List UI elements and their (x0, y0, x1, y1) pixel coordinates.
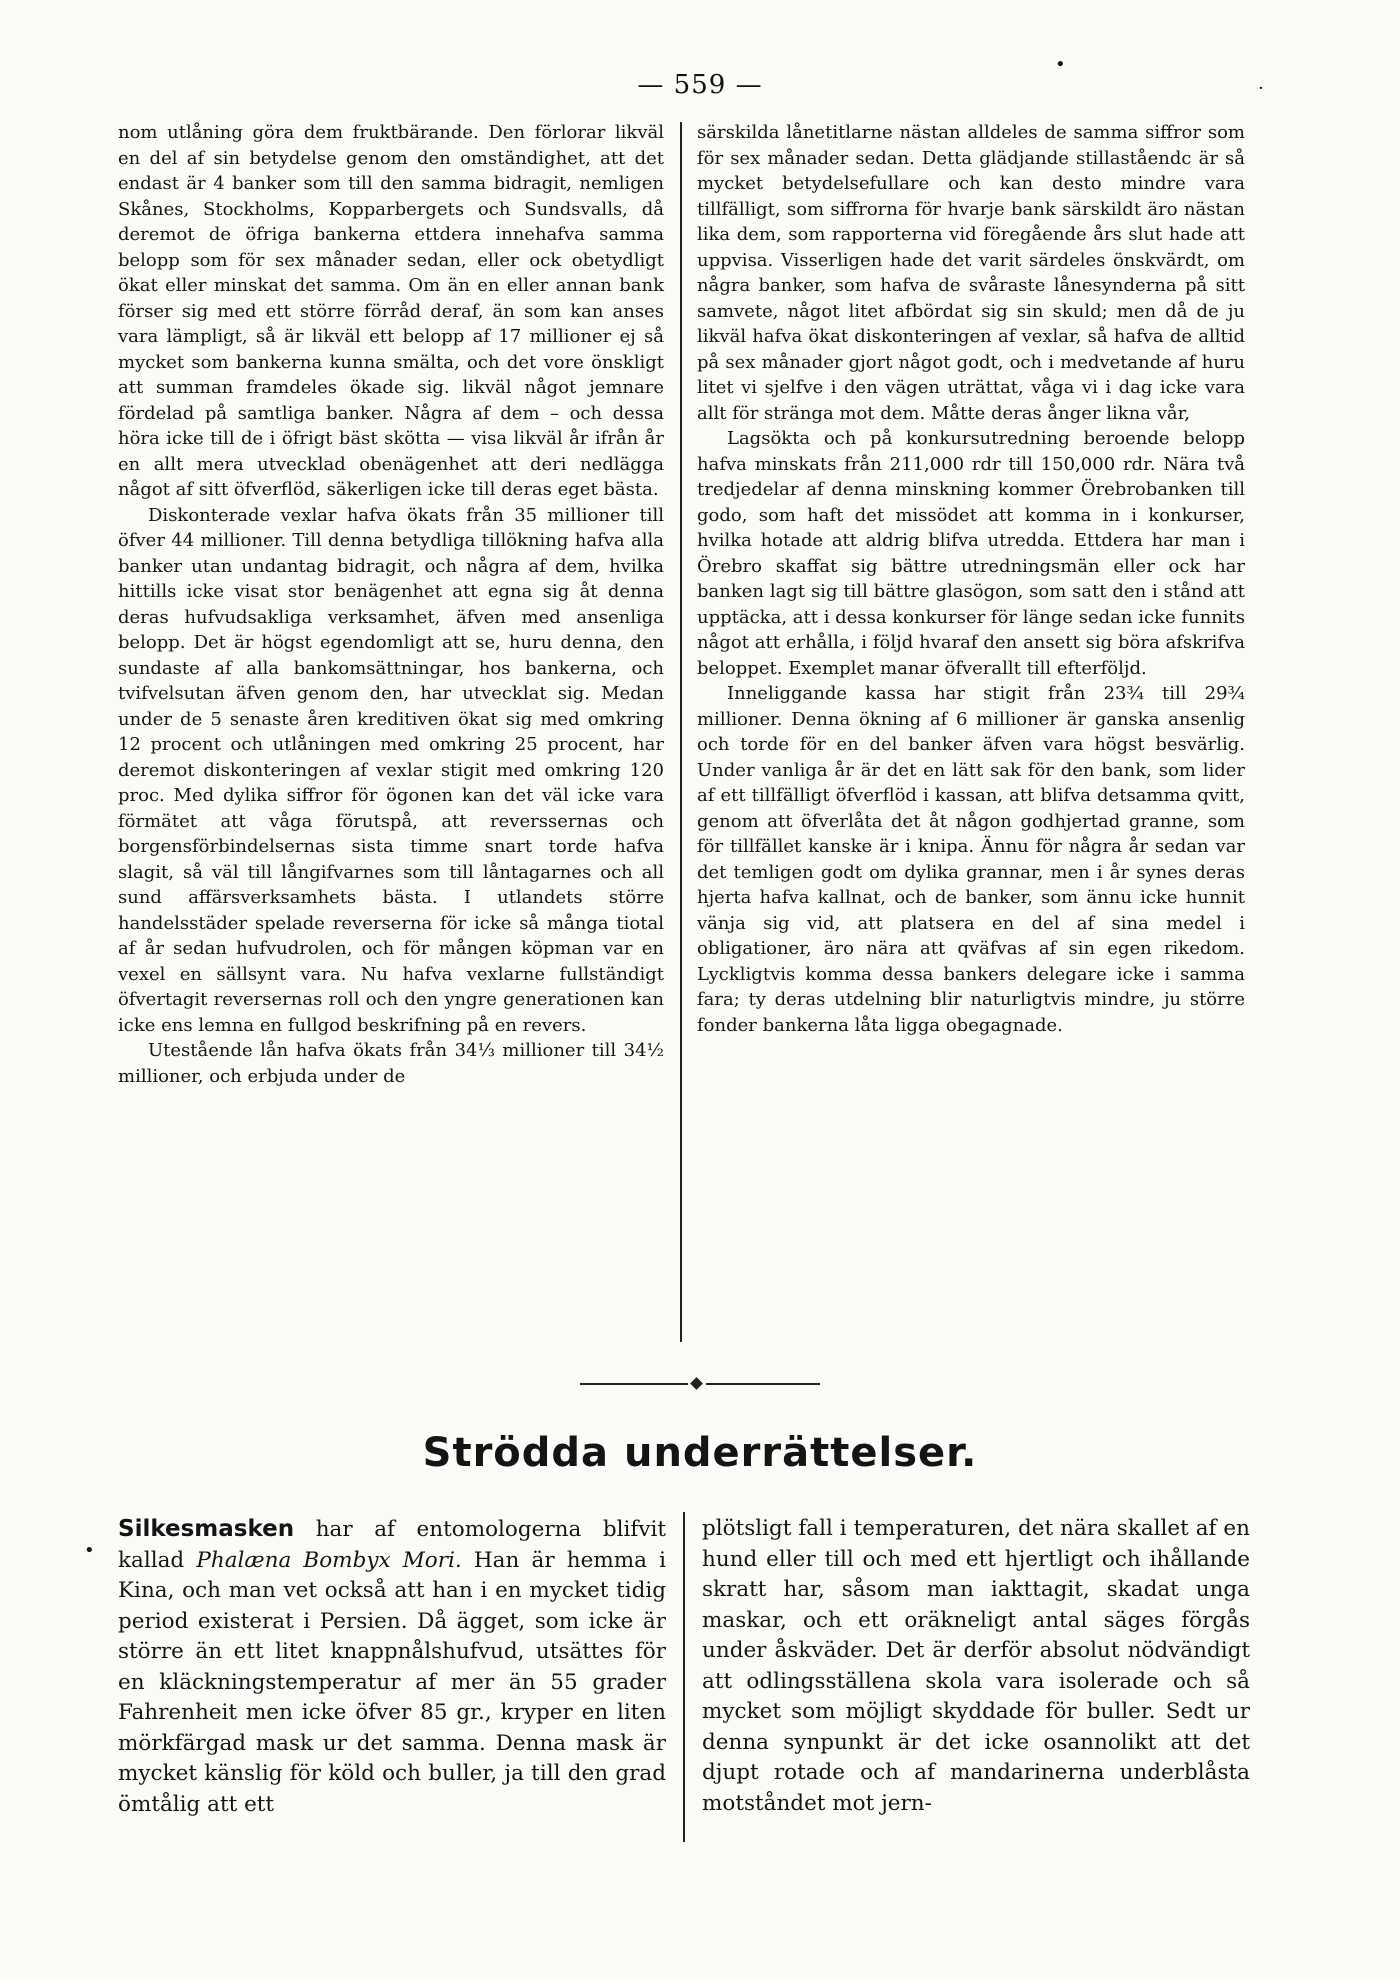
lead-word: Silkesmasken (118, 1516, 295, 1542)
paragraph: nom utlåning göra dem fruktbärande. Den förlorar likväl en del af sin betydelse genom den omständighet, att det endast är 4 banker som till den samma bidragit, nemligen Skånes, Stockholms, Kopparbergets och Sundsvalls, då deremot de öfriga bankerna ettdera innehafva samma belopp som för sex månader sedan, eller ock obetydligt ökat eller minskat det samma. Om än en eller annan bank förser sig med ett större förråd deraf, än som kan anses vara lämpligt, så är likväl ett belopp af 17 millioner ej så mycket som bankerna kunna smälta, och det vore önskligt att summan framdeles ökade sig. likväl något jemnare fördelad på samtliga banker. Några af dem – och dessa höra icke till de i öfrigt bäst skötta — visa likväl år ifrån år en allt mera utvecklad obenägenhet att deri nedlägga något af sitt öfverflöd, säkerligen icke till deras eget bästa. (118, 122, 664, 500)
margin-mark-left: • (84, 1540, 95, 1561)
latin-name: Phalæna Bombyx Mori. (196, 1547, 462, 1573)
paragraph: särskilda lånetitlarne nästan alldeles de samma siffror som för sex månader sedan. Detta glädjande stillaståendc är så mycket betydelsefullare och kan desto mindre vara tillfälligt, som siffrorna för hvarje bank särskildt äro nästan lika dem, som rapporterna vid föregående års slut hade att uppvisa. Visserligen hade det varit särdeles önskvärdt, om några banker, som hafva de svåraste lånesynderna på sitt samvete, något litet afbördat sig sin skuld; men då de ju likväl hafva ökat diskonteringen af vexlar, så hafva de alltid på sex månader gjort något godt, och i medvetande af huru litet vi sjelfve i den vägen uträttat, våga vi i dag icke vara allt för stränga mot dem. Måtte deras ånger likna vår, (697, 122, 1245, 424)
article-paragraph: plötsligt fall i temperaturen, det nära skallet af en hund eller till och med ett hjertligt och ihållande skratt har, såsom man iakttagit, skadat unga maskar, och ett oräkneligt antal säges förgås under åskväder. Det är derför absolut nödvändigt att odlingsställena skola vara isolerade och så mycket som möjligt skyddade för buller. Sedt ur denna synpunkt är det icke osannolikt att det djupt rotade och af mandarinerna underblåsta motståndet mot jern- (702, 1516, 1250, 1816)
paragraph: Utestående lån hafva ökats från 34⅓ millioner till 34½ millioner, och erbjuda under de (118, 1040, 664, 1087)
top-right-column (697, 120, 1245, 1038)
margin-mark-top-right: • (1055, 54, 1066, 75)
lead-text: har af entomologerna blifvit kallad (118, 1517, 666, 1573)
article-paragraph (118, 1514, 666, 1820)
section-heading: Strödda underrättelser. (422, 1430, 978, 1476)
section-separator-ornament (580, 1378, 820, 1390)
bottom-right-column (702, 1514, 1250, 1819)
paragraph: Inneliggande kassa har stigit från 23¾ till 29¾ millioner. Denna ökning af 6 millioner är ganska ansenlig och torde för en del banker äfven vara högst besvärlig. Under vanliga år är det en lätt sak för den bank, som lider af ett tillfälligt öfverflöd i kassan, att blifva detsamma qvitt, genom att öfverlåta det åt någon godhjertad granne, som för tillfället kanske är i knipa. Ännu för några år sedan var det temligen godt om dylika grannar, men i år synes deras hjerta hafva kallnat, och de banker, som ännu icke hunnit vänja sig vid, att platsera en del af sina medel i obligationer, äro nära att qväfvas af sin egen rikedom. Lyckligtvis komma dessa bankers delegare icke i samma fara; ty deras utdelning blir naturligtvis mindre, ju större fonder bankerna låta ligga obegagnade. (697, 683, 1245, 1036)
paragraph: Diskonterade vexlar hafva ökats från 35 millioner till öfver 44 millioner. Till denna betydliga tillökning hafva alla banker utan undantag bidragit, och några af dem, hvilka hittills icke visat stor benägenhet att egna sig åt denna deras hufvudsakliga verksamhet, äfven med ansenliga belopp. Det är högst egendomligt att se, huru denna, den sundaste af alla bankomsättningar, hos bankerna, och tvifvelsutan äfven genom den, har utvecklat sig. Medan under de 5 senaste åren kreditiven ökat sig med omkring 12 procent och utlåningen med omkring 25 procent, har deremot diskonteringen af vexlar stigit med omkring 120 proc. Med dylika siffror för ögonen kan det väl icke vara förmätet att våga förutspå, att reverssernas och borgensförbindelsernas sista timme snart torde hafva slagit, så väl till långifvarnes som till låntagarnes och all sund affärsverksamhets bästa. I utlandets större handelsstäder spelade reverserna för icke så många tiotal af år sedan hufvudrolen, och för mången köpman var en vexel en sällsynt vara. Nu hafva vexlarne fullständigt öfvertagit reversernas roll och den yngre generationen kan icke ens lemna en fullgod beskrifning på en revers. (118, 504, 664, 1036)
page-number: — 559 — (637, 70, 763, 100)
article-text: Han är hemma i Kina, och man vet också att han i en mycket tidig period existerat i Persien. Då ägget, som icke är större än ett litet knappnålshufvud, utsättes för en kläckningstemperatur af mer än 55 grader Fahrenheit men icke öfver 85 gr., kryper en liten mörkfärgad mask ur det samma. Denna mask är mycket känslig för köld och buller, ja till den grad ömtålig att ett (118, 1547, 667, 1817)
bottom-left-column (118, 1514, 666, 1820)
top-left-column (118, 120, 664, 1089)
column-divider (680, 122, 682, 1342)
column-divider (683, 1512, 685, 1842)
diamond-icon (690, 1377, 703, 1390)
margin-mark-top-far-right: · (1258, 78, 1264, 99)
paragraph: Lagsökta och på konkursutredning beroende belopp hafva minskats från 211,000 rdr till 150,000 rdr. Nära två tredjedelar af denna minskning kommer Örebrobanken till godo, som haft det missödet att komma in i konkurser, hvilka hotade att aldrig blifva utredda. Ettdera har man i Örebro skaffat sig bättre utredningsmän eller ock har banken lagt sig till bättre glasögon, som satt den i stånd att upptäcka, att i dessa konkurser för länge sedan icke funnits något att erhålla, i följd hvaraf den ansett sig böra afskrifva beloppet. Exemplet manar öfverallt till efterföljd. (697, 428, 1245, 679)
